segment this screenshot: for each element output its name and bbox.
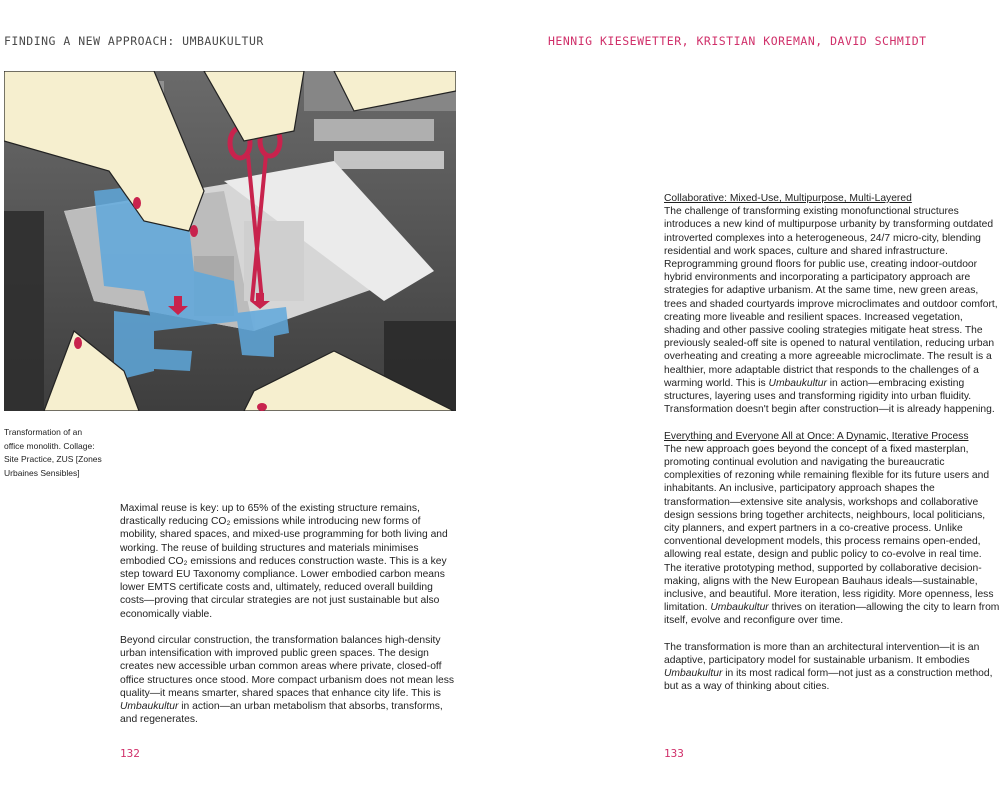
page-number-left: 132	[120, 747, 140, 760]
figure-caption	[4, 426, 114, 480]
caption-line: Transformation of an	[4, 427, 83, 437]
collage-image	[4, 71, 456, 411]
collage-figure	[4, 71, 456, 411]
caption-line: office monolith. Collage:	[4, 440, 95, 451]
running-head-right: HENNIG KIESEWETTER, KRISTIAN KOREMAN, DAVID SCHMIDT	[548, 34, 927, 48]
paragraph: The new approach goes beyond the concept of a fixed masterplan, promoting continual evolution and navigating the bureaucratic complexities of rezoning while remaining flexible for its future users and inhabitants. An inclusive, participatory approach shapes the transformation—extensive site analysis, workshops and collaborative design sessions bring together architects, neighbours, local politicians, city planners, and expert partners in a co-creative process. Unlike conventional development models, this process remains open-ended, allowing real estate, design and public policy to co-evolve in real time. The iterative prototyping method, supported by collaborative decision-making, aligns with the New European Bauhaus ideals—sustainable, inclusive, and beautiful. More iteration, less rigidity. More openness, less limitation. Umbaukultur thrives on iteration—allowing the city to learn from itself, evolve and reconfigure over time.	[664, 443, 1000, 627]
section-heading: Everything and Everyone All at Once: A Dynamic, Iterative Process	[664, 430, 969, 442]
paragraph: The transformation is more than an architectural intervention—it is an adaptive, participatory model for sustainable urbanism. It embodies Umbaukultur in its most radical form—not just as a construction method, but as a way of thinking about cities.	[664, 641, 993, 693]
caption-line: Urbaines Sensibles]	[4, 467, 80, 478]
page-number-right: 133	[664, 747, 684, 760]
paragraph: Maximal reuse is key: up to 65% of the existing structure remains, drastically reducing CO₂ emissions while introducing new forms of mobility, shared spaces, and mixed-use programming for both living and working. The reuse of building structures and materials minimises embodied CO₂ emissions and reduces construction waste. This is a key step toward EU Taxonomy compliance. Lower embodied carbon means lower EMTS certificate costs and, ultimately, reduced overall building costs—proving that circular strategies are not just sustainable but also economically viable.	[120, 503, 448, 620]
left-column-text	[120, 502, 458, 740]
caption-line: Site Practice, ZUS [Zones	[4, 454, 102, 464]
right-column-text	[664, 192, 1000, 707]
paragraph: The challenge of transforming existing monofunctional structures introduces a new kind of multipurpose urbanity by transforming outdated introverted complexes into a heterogeneous, 24/7 micro-city, blending residential and work spaces, culture and shared infrastructure. Reprogramming ground floors for public use, creating indoor-outdoor hybrid environments and incorporating a participatory approach are strategies for adaptive urbanism. At the same time, new green areas, trees and shaded courtyards improve microclimates and outdoor comfort, creating more liveable and resilient spaces. Increased vegetation, shading and other passive cooling strategies mitigate heat stress. The previously sealed-off site is opened to natural ventilation, reducing urban overheating and creating a more agreeable microclimate. The result is a healthier, more adaptable district that responds to the challenges of a warming world. This is Umbaukultur in action—embracing existing structures, layering uses and transforming rigidity into urban fluidity. Transformation doesn't begin after construction—it is already happening.	[664, 206, 998, 416]
paragraph: Beyond circular construction, the transformation balances high-density urban intensification with improved public green spaces. The design creates new accessible urban common areas where private, closed-off office structures once stood. More compact urbanism does not mean less quality—it means smarter, shared spaces that enhance city life. This is Umbaukultur in action—an urban metabolism that absorbs, transforms, and regenerates.	[120, 635, 455, 726]
section-heading: Collaborative: Mixed-Use, Multipurpose, Multi-Layered	[664, 193, 912, 204]
running-head-left: FINDING A NEW APPROACH: UMBAUKULTUR	[4, 34, 264, 48]
